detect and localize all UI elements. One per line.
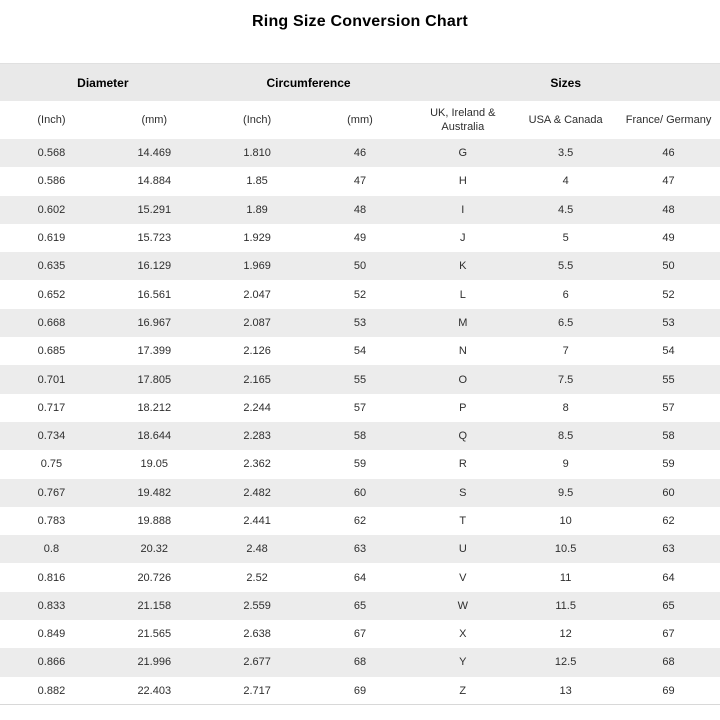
table-cell: 9 bbox=[562, 458, 569, 471]
table-cell: 52 bbox=[353, 288, 367, 301]
group-header-row bbox=[0, 64, 720, 102]
column-header-row bbox=[0, 101, 720, 139]
table-cell: Z bbox=[459, 684, 467, 697]
table-cell: 2.126 bbox=[243, 345, 271, 358]
table-cell: 21.158 bbox=[137, 599, 172, 612]
table-cell: 2.48 bbox=[246, 543, 268, 556]
table-cell: 58 bbox=[353, 430, 367, 443]
table-cell: 1.810 bbox=[243, 147, 271, 160]
table-cell: 52 bbox=[662, 288, 675, 301]
table-cell: 57 bbox=[353, 401, 367, 414]
column-header: France/ Germany bbox=[617, 101, 720, 139]
table-cell: 47 bbox=[662, 175, 675, 188]
table-cell: 2.559 bbox=[243, 599, 271, 612]
table-cell: 68 bbox=[353, 656, 367, 669]
table-cell: Q bbox=[458, 430, 468, 443]
table-cell: 48 bbox=[353, 203, 367, 216]
table-cell: I bbox=[461, 203, 465, 216]
table-cell: 4 bbox=[562, 175, 569, 188]
table-cell: O bbox=[458, 373, 468, 386]
table-row bbox=[0, 507, 720, 535]
table-cell: 0.602 bbox=[37, 203, 66, 216]
table-cell: 15.723 bbox=[137, 232, 172, 245]
table-cell: 0.882 bbox=[37, 684, 66, 697]
table-row bbox=[0, 563, 720, 591]
table-cell: 62 bbox=[662, 515, 675, 527]
ring-size-conversion-table bbox=[0, 63, 720, 705]
table-row bbox=[0, 450, 720, 478]
table-cell: H bbox=[458, 175, 467, 188]
table-cell: 60 bbox=[662, 486, 675, 499]
table-cell: U bbox=[458, 543, 467, 556]
table-cell: 2.165 bbox=[243, 373, 271, 386]
table-cell: S bbox=[459, 486, 467, 499]
table-cell: 14.884 bbox=[137, 175, 172, 188]
table-cell: 67 bbox=[662, 628, 675, 641]
table-cell: 1.85 bbox=[246, 175, 268, 188]
table-cell: Y bbox=[459, 656, 467, 669]
table-cell: 0.833 bbox=[37, 599, 66, 612]
table-cell: 50 bbox=[662, 260, 675, 273]
table-cell: 0.586 bbox=[37, 175, 66, 188]
table-cell: 2.482 bbox=[243, 486, 271, 499]
column-header: (mm) bbox=[309, 101, 412, 139]
table-cell: 2.362 bbox=[243, 458, 271, 471]
table-cell: 49 bbox=[353, 232, 367, 245]
table-cell: 8 bbox=[562, 401, 569, 414]
table-cell: 2.677 bbox=[243, 656, 271, 669]
table-cell: 69 bbox=[353, 684, 367, 697]
table-cell: 7.5 bbox=[557, 373, 574, 386]
table-cell: 54 bbox=[662, 345, 675, 358]
table-cell: 20.32 bbox=[140, 543, 169, 556]
table-cell: 18.644 bbox=[137, 430, 172, 443]
table-cell: 46 bbox=[662, 147, 675, 160]
page-title: Ring Size Conversion Chart bbox=[252, 13, 468, 30]
table-cell: 0.668 bbox=[37, 316, 66, 329]
table-cell: 16.129 bbox=[137, 260, 172, 273]
table-cell: 18.212 bbox=[137, 401, 172, 414]
table-row bbox=[0, 224, 720, 252]
table-cell: 6.5 bbox=[557, 316, 574, 329]
table-cell: P bbox=[459, 401, 467, 414]
table-body bbox=[0, 139, 720, 705]
table-cell: 12.5 bbox=[554, 656, 577, 669]
table-cell: 17.399 bbox=[137, 345, 172, 358]
table-cell: 1.89 bbox=[246, 203, 268, 216]
table-cell: V bbox=[459, 571, 467, 584]
table-cell: 20.726 bbox=[137, 571, 172, 584]
table-cell: 47 bbox=[353, 175, 367, 188]
table-cell: 3.5 bbox=[557, 147, 574, 160]
table-cell: 0.619 bbox=[37, 232, 66, 245]
table-cell: 64 bbox=[662, 571, 675, 584]
table-cell: 12 bbox=[559, 628, 572, 641]
table-cell: R bbox=[458, 458, 467, 471]
table-cell: 16.561 bbox=[137, 288, 172, 301]
table-cell: X bbox=[459, 628, 467, 641]
group-header-sizes: Sizes bbox=[411, 64, 720, 102]
table-row bbox=[0, 620, 720, 648]
table-cell: 15.291 bbox=[137, 203, 172, 216]
table-cell: 0.75 bbox=[40, 458, 63, 471]
table-cell: 0.685 bbox=[37, 345, 66, 358]
table-cell: 17.805 bbox=[137, 373, 172, 386]
column-header: UK, Ireland & Australia bbox=[411, 101, 514, 139]
table-row bbox=[0, 167, 720, 195]
table-row bbox=[0, 648, 720, 676]
column-header: (Inch) bbox=[206, 101, 309, 139]
table-cell: 2.244 bbox=[243, 401, 271, 414]
table-cell: 19.888 bbox=[137, 515, 172, 527]
table-cell: 0.717 bbox=[37, 401, 66, 414]
table-cell: 2.283 bbox=[243, 430, 271, 443]
table-cell: 64 bbox=[353, 571, 367, 584]
table-cell: 53 bbox=[662, 316, 675, 329]
table-cell: 5.5 bbox=[557, 260, 574, 273]
table-cell: 11.5 bbox=[555, 599, 576, 612]
table-cell: 59 bbox=[353, 458, 367, 471]
table-cell: 2.087 bbox=[243, 316, 271, 329]
table-row bbox=[0, 535, 720, 563]
table-row bbox=[0, 677, 720, 705]
table-cell: 0.568 bbox=[37, 147, 66, 160]
table-row bbox=[0, 479, 720, 507]
table-cell: 0.652 bbox=[37, 288, 66, 301]
table-cell: 19.482 bbox=[137, 486, 172, 499]
table-cell: N bbox=[458, 345, 467, 358]
table-cell: 13 bbox=[559, 684, 572, 697]
table-cell: 67 bbox=[353, 628, 367, 641]
group-header-diameter: Diameter bbox=[0, 64, 206, 102]
table-cell: 63 bbox=[353, 543, 367, 556]
table-cell: 46 bbox=[353, 147, 367, 160]
table-cell: M bbox=[458, 316, 468, 329]
table-cell: 55 bbox=[353, 373, 367, 386]
table-cell: 65 bbox=[662, 599, 675, 612]
table-cell: 49 bbox=[662, 232, 675, 245]
table-cell: 0.8 bbox=[43, 543, 60, 556]
table-cell: 50 bbox=[353, 260, 367, 273]
table-cell: 2.638 bbox=[243, 628, 271, 641]
table-cell: L bbox=[459, 288, 466, 301]
table-row bbox=[0, 252, 720, 280]
column-header: (mm) bbox=[103, 101, 206, 139]
table-row bbox=[0, 592, 720, 620]
table-cell: 58 bbox=[662, 430, 675, 443]
table-cell: 63 bbox=[662, 543, 675, 556]
table-cell: 1.969 bbox=[243, 260, 271, 273]
table-cell: 65 bbox=[353, 599, 367, 612]
table-row bbox=[0, 394, 720, 422]
table-cell: 5 bbox=[562, 232, 569, 245]
table-cell: 0.767 bbox=[37, 486, 66, 499]
table-cell: 8.5 bbox=[557, 430, 574, 443]
table-cell: 11 bbox=[559, 571, 572, 584]
table-cell: 2.441 bbox=[243, 515, 271, 527]
table-row bbox=[0, 337, 720, 365]
group-header-circumference: Circumference bbox=[206, 64, 412, 102]
column-header: (Inch) bbox=[0, 101, 103, 139]
table-cell: 0.635 bbox=[37, 260, 66, 273]
table-cell: 4.5 bbox=[557, 203, 574, 216]
table-cell: W bbox=[457, 599, 468, 612]
table-cell: 21.996 bbox=[137, 656, 172, 669]
table-cell: 1.929 bbox=[243, 232, 271, 245]
column-header: USA & Canada bbox=[514, 101, 617, 139]
table-cell: 68 bbox=[662, 656, 675, 669]
table-cell: 16.967 bbox=[137, 316, 172, 329]
table-row bbox=[0, 280, 720, 308]
table-cell: 48 bbox=[662, 203, 675, 216]
table-cell: 53 bbox=[353, 316, 367, 329]
table-cell: 9.5 bbox=[557, 486, 574, 499]
table-cell: 0.734 bbox=[37, 430, 66, 443]
table-cell: K bbox=[459, 260, 467, 273]
table-cell: 19.05 bbox=[140, 458, 169, 471]
table-cell: J bbox=[460, 232, 466, 245]
table-cell: 10 bbox=[559, 515, 572, 527]
table-row bbox=[0, 139, 720, 167]
table-cell: 0.866 bbox=[37, 656, 66, 669]
table-cell: 2.047 bbox=[243, 288, 271, 301]
table-cell: G bbox=[458, 147, 468, 160]
table-cell: 2.52 bbox=[246, 571, 268, 584]
table-cell: 21.565 bbox=[137, 628, 172, 641]
table-cell: 54 bbox=[353, 345, 367, 358]
table-cell: 62 bbox=[353, 515, 367, 527]
table-cell: 55 bbox=[662, 373, 675, 386]
table-cell: 0.783 bbox=[37, 515, 66, 527]
table-cell: 6 bbox=[562, 288, 569, 301]
table-row bbox=[0, 365, 720, 393]
table-cell: 0.816 bbox=[37, 571, 66, 584]
table-cell: 10.5 bbox=[554, 543, 577, 556]
table-cell: 60 bbox=[353, 486, 367, 499]
table-cell: 59 bbox=[662, 458, 675, 471]
table-row bbox=[0, 422, 720, 450]
table-cell: 7 bbox=[562, 345, 569, 358]
table-cell: 69 bbox=[662, 684, 675, 697]
table-cell: 2.717 bbox=[243, 684, 271, 697]
table-cell: 0.849 bbox=[37, 628, 66, 641]
table-row bbox=[0, 309, 720, 337]
table-cell: 0.701 bbox=[37, 373, 66, 386]
table-cell: T bbox=[459, 515, 467, 527]
table-header bbox=[0, 64, 720, 140]
table-row bbox=[0, 196, 720, 224]
table-cell: 22.403 bbox=[137, 684, 172, 697]
table-cell: 14.469 bbox=[137, 147, 172, 160]
table-cell: 57 bbox=[662, 401, 675, 414]
